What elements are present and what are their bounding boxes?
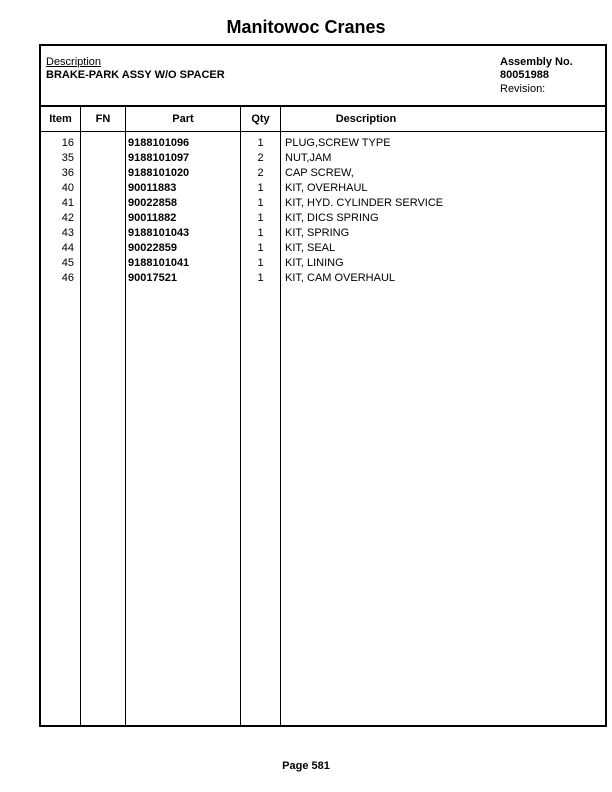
part-number-cell: 90011882 xyxy=(128,212,177,224)
table-row xyxy=(41,196,605,211)
column-header-qty: Qty xyxy=(251,113,270,125)
page-number: Page 581 xyxy=(282,760,330,772)
assembly-header xyxy=(41,46,605,107)
company-title: Manitowoc Cranes xyxy=(226,17,386,37)
parts-table-body xyxy=(41,136,605,286)
description-cell: PLUG,SCREW TYPE xyxy=(285,137,391,149)
table-row xyxy=(41,181,605,196)
item-cell: 36 xyxy=(61,167,74,179)
table-row xyxy=(41,256,605,271)
part-number-cell: 9188101097 xyxy=(128,152,190,164)
item-cell: 40 xyxy=(61,182,74,194)
column-header-fn: FN xyxy=(95,113,111,125)
table-row xyxy=(41,271,605,286)
quantity-cell: 1 xyxy=(257,257,264,269)
column-header-item: Item xyxy=(49,113,72,125)
description-cell: KIT, CAM OVERHAUL xyxy=(285,272,396,284)
quantity-cell: 1 xyxy=(257,137,264,149)
part-number-cell: 9188101041 xyxy=(128,257,190,269)
quantity-cell: 1 xyxy=(257,197,264,209)
description-value: BRAKE-PARK ASSY W/O SPACER xyxy=(46,69,225,81)
item-cell: 16 xyxy=(61,137,74,149)
part-number-cell: 90011883 xyxy=(128,182,177,194)
description-cell: KIT, SEAL xyxy=(285,242,336,254)
column-header-part: Part xyxy=(172,113,194,125)
part-number-cell: 9188101020 xyxy=(128,167,190,179)
part-number-cell: 90017521 xyxy=(128,272,177,284)
item-cell: 42 xyxy=(61,212,74,224)
description-cell: NUT,JAM xyxy=(285,152,332,164)
part-number-cell: 90022858 xyxy=(128,197,177,209)
description-cell: KIT, OVERHAUL xyxy=(285,182,368,194)
item-cell: 45 xyxy=(61,257,74,269)
quantity-cell: 2 xyxy=(257,152,264,164)
description-cell: KIT, DICS SPRING xyxy=(285,212,379,224)
column-header-description: Description xyxy=(335,113,397,125)
part-number-cell: 9188101096 xyxy=(128,137,190,149)
item-cell: 35 xyxy=(61,152,74,164)
quantity-cell: 2 xyxy=(257,167,264,179)
quantity-cell: 1 xyxy=(257,182,264,194)
table-row xyxy=(41,136,605,151)
quantity-cell: 1 xyxy=(257,242,264,254)
quantity-cell: 1 xyxy=(257,212,264,224)
assembly-number-value: 80051988 xyxy=(500,69,549,81)
table-row xyxy=(41,241,605,256)
table-row xyxy=(41,226,605,241)
assembly-number-label: Assembly No. xyxy=(500,56,573,68)
item-cell: 41 xyxy=(61,197,74,209)
item-cell: 44 xyxy=(61,242,74,254)
description-cell: KIT, HYD. CYLINDER SERVICE xyxy=(285,197,444,209)
revision-label: Revision: xyxy=(500,83,546,95)
table-row xyxy=(41,211,605,226)
description-cell: KIT, LINING xyxy=(285,257,344,269)
item-cell: 43 xyxy=(61,227,74,239)
item-cell: 46 xyxy=(61,272,74,284)
description-cell: CAP SCREW, xyxy=(285,167,354,179)
parts-list-frame xyxy=(39,44,607,727)
part-number-cell: 9188101043 xyxy=(128,227,190,239)
table-row xyxy=(41,151,605,166)
quantity-cell: 1 xyxy=(257,272,264,284)
table-row xyxy=(41,166,605,181)
part-number-cell: 90022859 xyxy=(128,242,177,254)
description-label: Description xyxy=(46,56,102,68)
description-cell: KIT, SPRING xyxy=(285,227,350,239)
quantity-cell: 1 xyxy=(257,227,264,239)
